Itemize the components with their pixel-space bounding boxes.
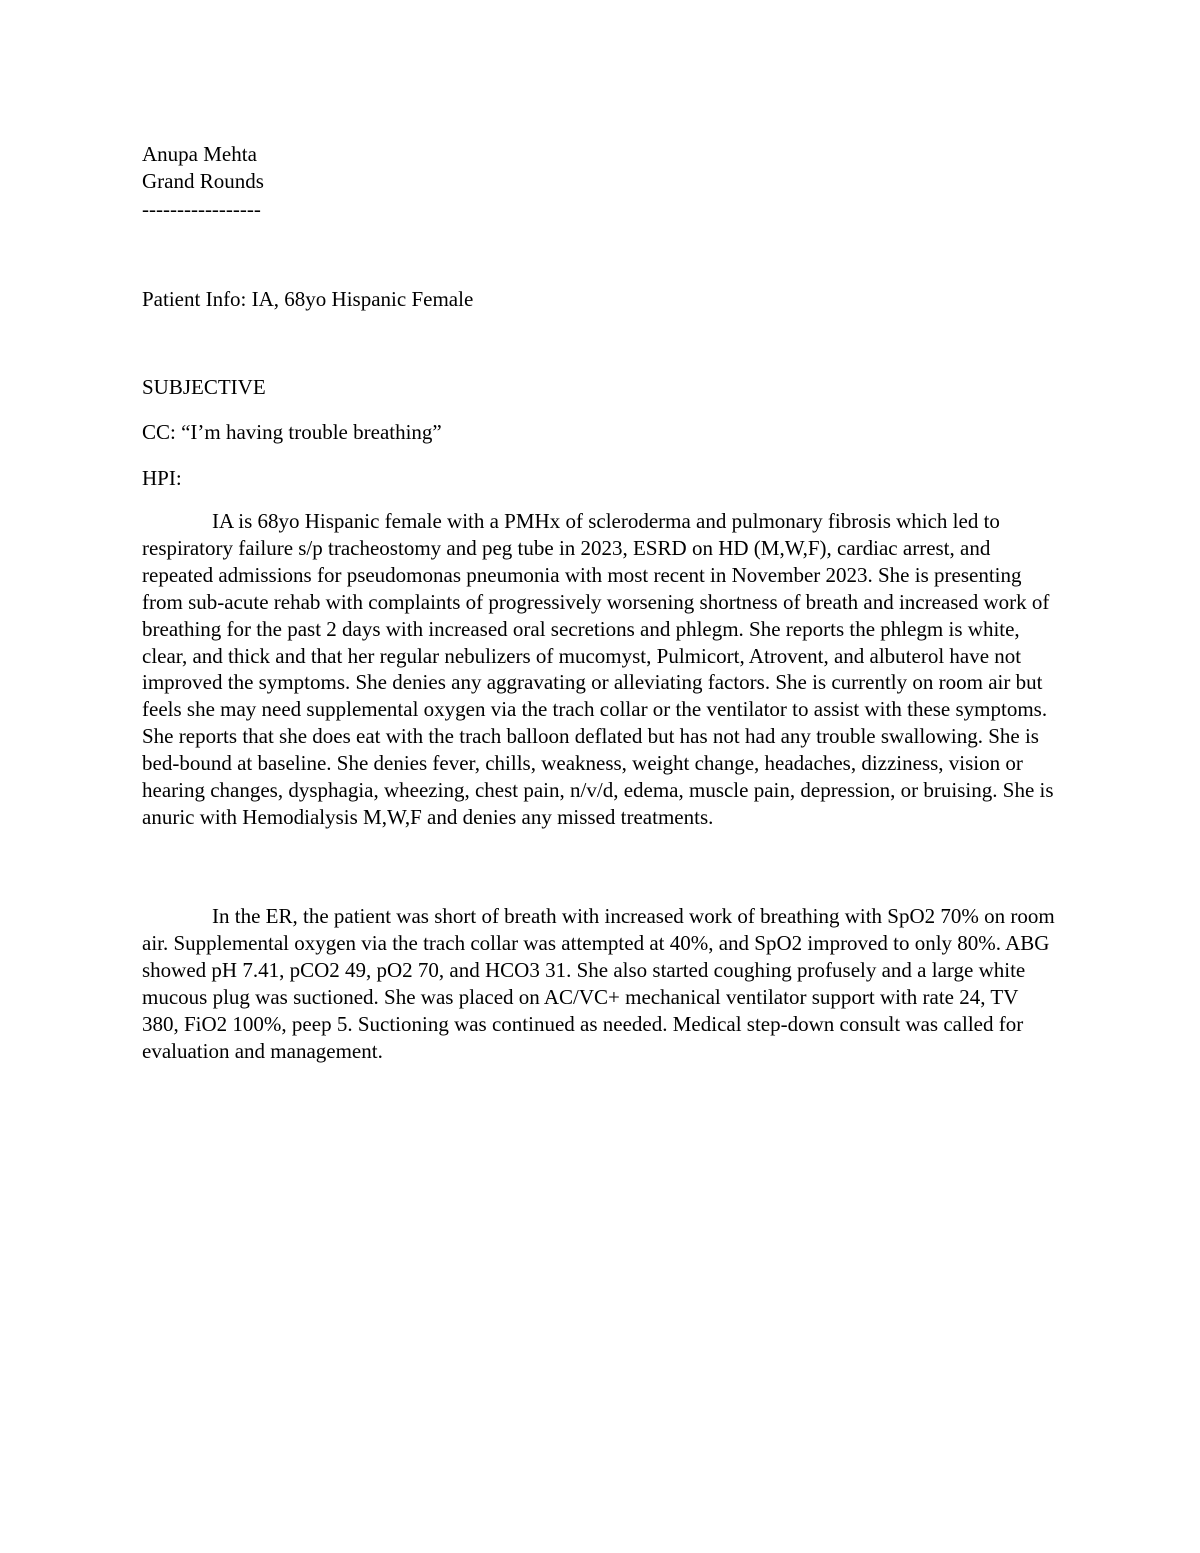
chief-complaint: CC: “I’m having trouble breathing” — [142, 420, 442, 444]
hpi-paragraph: In the ER, the patient was short of breath with increased work of breathing with SpO2 70% on room air. Supplemental oxygen via the trach collar was attempted at 40%, and SpO2 improved to only 80%. ABG showed pH 7.41, pCO2 49, pO2 70, and HCO3 31. She also started coughing profusely and a large white mucous plug was suctioned. She was placed on AC/VC+ mechanical ventilator support with rate 24, TV 380, FiO2 100%, peep 5. Suctioning was continued as needed. Medical step-down consult was called for evaluation and management. — [142, 904, 1055, 1063]
hpi-label: HPI: — [142, 466, 182, 490]
separator-line: ----------------- — [142, 197, 261, 221]
author-name: Anupa Mehta — [142, 142, 257, 166]
patient-info: Patient Info: IA, 68yo Hispanic Female — [142, 287, 474, 311]
hpi-paragraph: IA is 68yo Hispanic female with a PMHx of scleroderma and pulmonary fibrosis which led to respiratory failure s/p tracheostomy and peg tube in 2023, ESRD on HD (M,W,F), cardiac arrest, and repeated admissions for pseudomonas pneumonia with most recent in November 2023. She is presenting from sub-acute rehab with complaints of progressively worsening shortness of breath and increased work of breathing for the past 2 days with increased oral secretions and phlegm. She reports the phlegm is white, clear, and thick and that her regular nebulizers of mucomyst, Pulmicort, Atrovent, and albuterol have not improved the symptoms. She denies any aggravating or alleviating factors. She is currently on room air but feels she may need supplemental oxygen via the trach collar or the ventilator to assist with these symptoms. She reports that she does eat with the trach balloon deflated but has not had any trouble swallowing. She is bed-bound at baseline. She denies fever, chills, weakness, weight change, headaches, dizziness, vision or hearing changes, dysphagia, wheezing, chest pain, n/v/d, edema, muscle pain, depression, or bruising. She is anuric with Hemodialysis M,W,F and denies any missed treatments. — [142, 509, 1054, 829]
document-title: Grand Rounds — [142, 169, 264, 193]
section-heading-subjective: SUBJECTIVE — [142, 375, 266, 399]
